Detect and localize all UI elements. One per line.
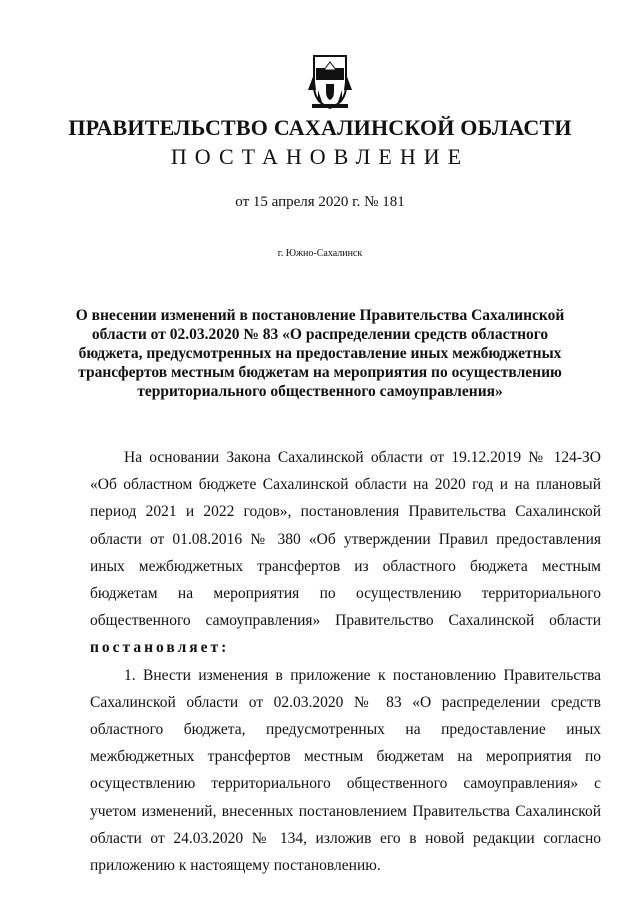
government-title: ПРАВИТЕЛЬСТВО САХАЛИНСКОЙ ОБЛАСТИ <box>68 115 572 140</box>
document-type: ПОСТАНОВЛЕНИЕ <box>170 144 470 169</box>
document-body <box>90 444 601 879</box>
paragraph-basis-text: На основании Закона Сахалинской области от 19.12.2019 № 124-ЗО «Об областном бюджете Сахалинской области на 2020 год и на плановый период 2021 и 2022 годов», постановления Правительства Сахалинской области от 01.08.2016 № 380 «Об утверждении Правил предоставления иных межбюджетных трансфертов из областного бюджета местным бюджетам на мероприятия по осуществлению территориального общественного самоуправления» Правительство Сахалинской области <box>90 449 601 630</box>
document-subject: О внесении изменений в постановление Правительства Сахалинской области от 02.03.2020 № 83 «О распределении средств областного бюджета, предусмотренных на предоставление иных межбюджетных трансфертов местным бюджетам на мероприятия по осуществлению территориального общественного самоуправления» <box>75 307 565 400</box>
paragraph-basis <box>90 444 601 662</box>
coat-of-arms-icon <box>304 50 356 112</box>
resolves-keyword: постановляет: <box>90 639 230 657</box>
document-date-number: от 15 апреля 2020 г. № 181 <box>235 194 405 210</box>
document-city: г. Южно-Сахалинск <box>277 248 363 259</box>
paragraph-item-1: 1. Внести изменения в приложение к постановлению Правительства Сахалинской области от 02.03.2020 № 83 «О распределении средств областного бюджета, предусмотренных на предоставление иных межбюджетных трансфертов местным бюджетам на мероприятия по осуществлению территориального общественного самоуправления» с учетом изменений, внесенных постановлением Правительства Сахалинской области от 24.03.2020 № 134, изложив его в новой редакции согласно приложению к настоящему постановлению. <box>90 666 601 875</box>
